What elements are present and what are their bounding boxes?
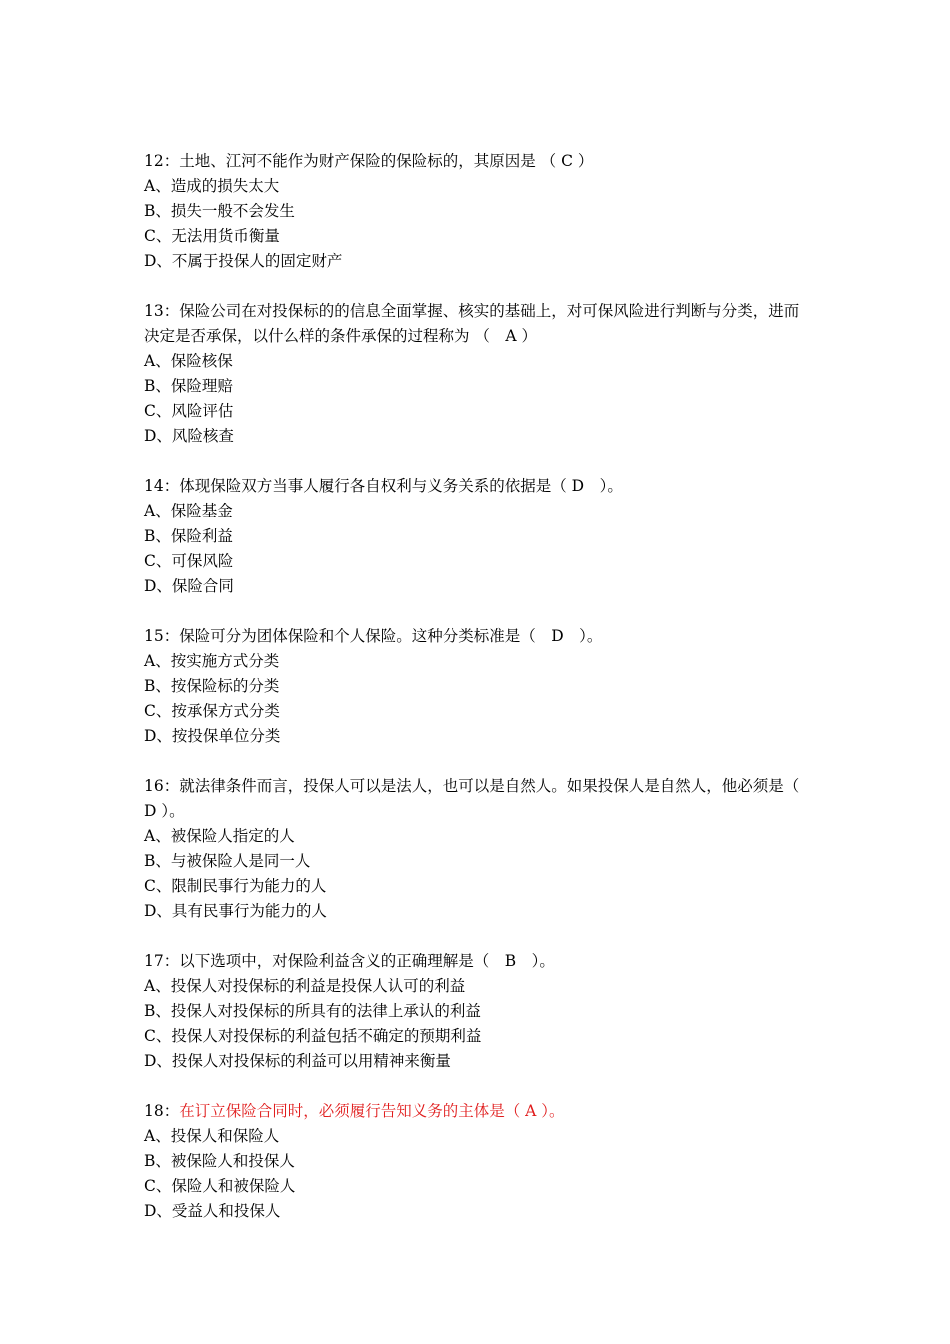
option-a: A、按实施方式分类 (144, 652, 280, 670)
option-b: B、保险理赔 (144, 377, 233, 395)
question-number: 14： (144, 477, 180, 495)
option-c: C、投保人对投保标的利益包括不确定的预期利益 (144, 1027, 482, 1045)
question-stem (144, 149, 814, 174)
option-b: B、按保险标的分类 (144, 677, 280, 695)
option-a: A、投保人对投保标的利益是投保人认可的利益 (144, 977, 466, 995)
option-d: D、具有民事行为能力的人 (144, 902, 327, 920)
option-d: D、风险核查 (144, 427, 234, 445)
question-text: 就法律条件而言，投保人可以是法人，也可以是自然人。如果投保人是自然人，他必须是（ D ）。 (144, 777, 800, 820)
option-c: C、按承保方式分类 (144, 702, 280, 720)
option-c: C、限制民事行为能力的人 (144, 877, 327, 895)
option-a: A、保险基金 (144, 502, 233, 520)
question-number: 12： (144, 152, 180, 170)
question-number: 18： (144, 1102, 180, 1120)
option-c: C、可保风险 (144, 552, 234, 570)
question-number: 17： (144, 952, 180, 970)
question-text: 以下选项中，对保险利益含义的正确理解是（ B ）。 (179, 952, 555, 970)
option-b: B、与被保险人是同一人 (144, 852, 311, 870)
question-number: 15： (144, 627, 180, 645)
option-c: C、风险评估 (144, 402, 234, 420)
option-c: C、无法用货币衡量 (144, 227, 280, 245)
question-text: 保险可分为团体保险和个人保险。这种分类标准是（ D ）。 (179, 627, 603, 645)
question-text: 土地、江河不能作为财产保险的保险标的，其原因是 （ C ） (179, 152, 594, 170)
question-stem (144, 949, 814, 974)
option-d: D、保险合同 (144, 577, 234, 595)
question-14 (144, 474, 814, 599)
question-18 (144, 1099, 814, 1224)
question-16 (144, 774, 814, 924)
question-15 (144, 624, 814, 749)
question-stem (144, 624, 814, 649)
question-stem (144, 299, 814, 349)
question-list (144, 149, 814, 1249)
question-number: 13： (144, 302, 180, 320)
option-a: A、被保险人指定的人 (144, 827, 295, 845)
option-d: D、按投保单位分类 (144, 727, 281, 745)
option-c: C、保险人和被保险人 (144, 1177, 296, 1195)
option-d: D、受益人和投保人 (144, 1202, 281, 1220)
question-stem (144, 1099, 814, 1124)
question-stem (144, 774, 814, 824)
option-b: B、被保险人和投保人 (144, 1152, 295, 1170)
question-12 (144, 149, 814, 274)
question-17 (144, 949, 814, 1074)
option-a: A、造成的损失太大 (144, 177, 280, 195)
question-text-highlighted: 在订立保险合同时，必须履行告知义务的主体是（ A ）。 (179, 1102, 565, 1120)
question-number: 16： (144, 777, 180, 795)
question-text: 保险公司在对投保标的的信息全面掌握、核实的基础上，对可保风险进行判断与分类，进而决定是否承保，以什么样的条件承保的过程称为 （ A ） (144, 302, 800, 345)
option-b: B、保险利益 (144, 527, 233, 545)
option-a: A、投保人和保险人 (144, 1127, 280, 1145)
question-text: 体现保险双方当事人履行各自权利与义务关系的依据是（ D ）。 (179, 477, 623, 495)
option-d: D、投保人对投保标的利益可以用精神来衡量 (144, 1052, 451, 1070)
question-stem (144, 474, 814, 499)
question-13 (144, 299, 814, 449)
option-d: D、不属于投保人的固定财产 (144, 252, 343, 270)
option-b: B、投保人对投保标的所具有的法律上承认的利益 (144, 1002, 481, 1020)
option-a: A、保险核保 (144, 352, 233, 370)
option-b: B、损失一般不会发生 (144, 202, 295, 220)
